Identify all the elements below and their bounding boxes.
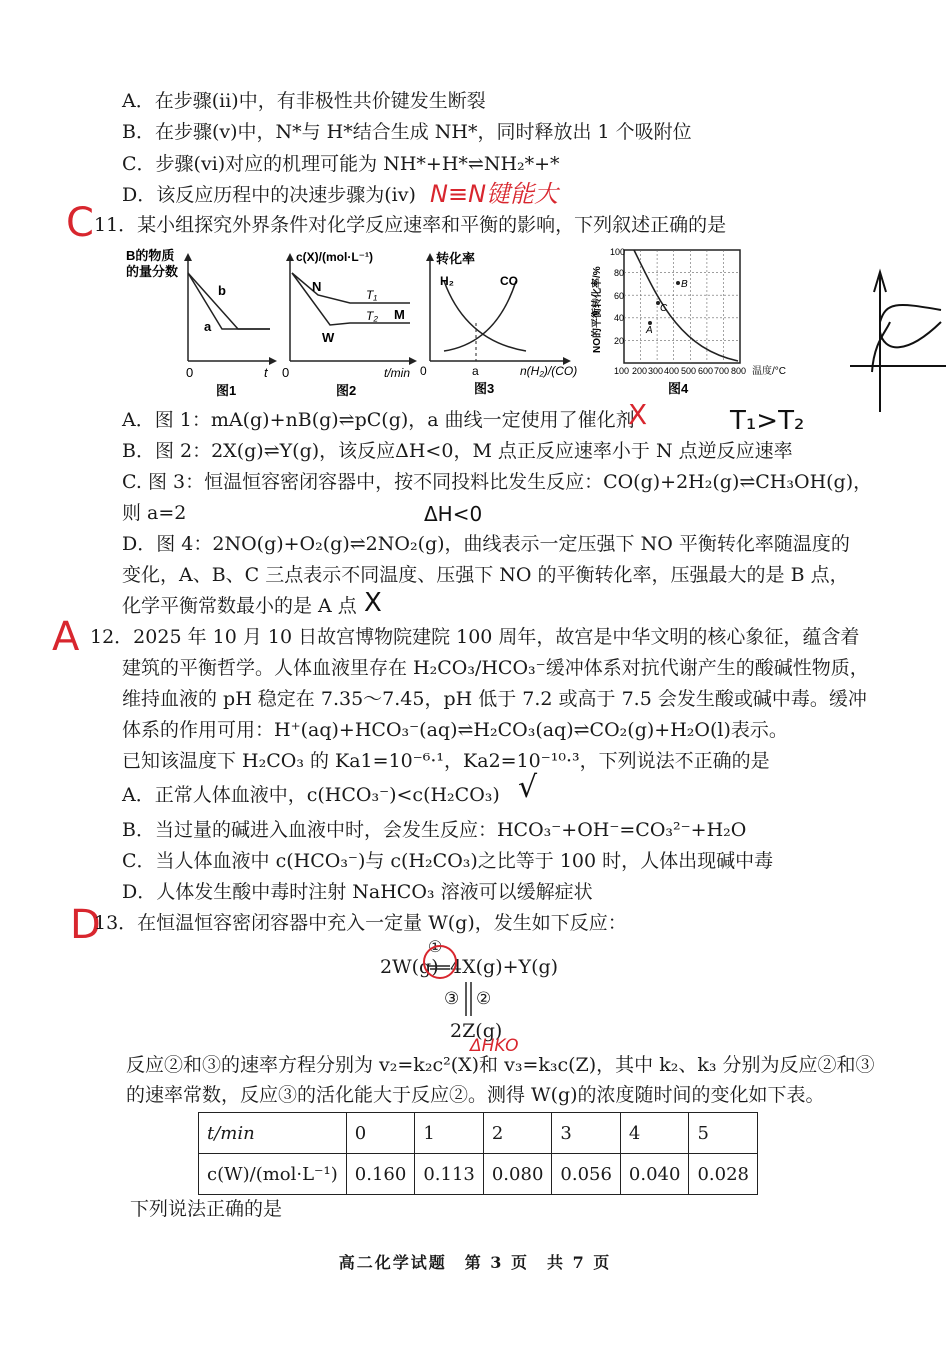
- q11-mark-wrong-a: X: [628, 398, 648, 431]
- q12-handwritten-answer: A: [52, 614, 80, 660]
- q13-eq-left: 2W(g): [380, 956, 439, 978]
- table-cell: 0.056: [552, 1154, 621, 1195]
- table-cell: 0.080: [483, 1154, 552, 1195]
- table-cell: 0.113: [415, 1154, 484, 1195]
- q10-option-b: B．在步骤(ⅴ)中，N*与 H*结合生成 NH*，同时释放出 1 个吸附位: [122, 121, 692, 143]
- q13-vertical-arrows: [462, 978, 476, 1020]
- fig3-ylabel: 转化率: [436, 251, 476, 266]
- fig1-curve-b: b: [218, 283, 226, 298]
- table-header-cell: 1: [415, 1113, 484, 1154]
- fig3-a: a: [472, 364, 479, 378]
- q11-figure-1: [122, 243, 280, 398]
- q11-stem: 11．某小组探究外界条件对化学反应速率和平衡的影响，下列叙述正确的是: [94, 214, 727, 236]
- q13-handwritten-note: ΔHKO: [470, 1036, 519, 1056]
- fig2-t1: T₁: [366, 288, 378, 302]
- table-header-cell: 2: [483, 1113, 552, 1154]
- fig4-xtick-200: 200: [632, 366, 648, 376]
- q11-option-a: A．图 1：mA(g)+nB(g)⇌pC(g)，a 曲线一定使用了催化剂: [122, 409, 635, 431]
- q12-line-3: 维持血液的 pH 稳定在 7.35～7.45，pH 低于 7.2 或高于 7.5 会发生酸或碱中毒。缓冲: [122, 688, 867, 710]
- q10-option-d: D．该反应历程中的决速步骤为(iv): [122, 184, 416, 206]
- table-header-cell: t/min: [199, 1113, 347, 1154]
- table-header-cell: 0: [346, 1113, 415, 1154]
- fig4-caption: 图4: [668, 381, 689, 396]
- fig1-ylabel-2: 的量分数: [126, 264, 179, 279]
- q11-figure-3: [416, 243, 592, 398]
- q13-eq-bottom: 2Z(g): [450, 1020, 503, 1042]
- fig4-xtick-500: 500: [681, 366, 697, 376]
- page-footer: 高二化学试题 第 3 页 共 7 页: [338, 1253, 612, 1272]
- q11-option-c-line1: C. 图 3：恒温恒容密闭容器中，按不同投料比发生反应：CO(g)+2H₂(g)⇌CH₃OH(g)，: [122, 471, 873, 493]
- fig4-xtick-400: 400: [664, 366, 680, 376]
- fig3-origin: 0: [420, 364, 427, 378]
- table-cell: c(W)/(mol·L⁻¹): [199, 1154, 347, 1195]
- fig2-caption: 图2: [336, 383, 357, 398]
- q13-data-table: [198, 1112, 758, 1195]
- q13-circle-2: ②: [476, 989, 492, 1009]
- table-row: [199, 1154, 758, 1195]
- q10-option-a: A．在步骤(ⅱ)中，有非极性共价键发生断裂: [122, 90, 486, 112]
- q11-option-d-line1: D．图 4：2NO(g)+O₂(g)⇌2NO₂(g)，曲线表示一定压强下 NO 平衡转化率随温度的: [122, 533, 850, 555]
- handwritten-sketch-graph: [846, 262, 950, 422]
- q13-eq-right: 4X(g)+Y(g): [450, 956, 559, 978]
- q13-stem: 13．在恒温恒容密闭容器中充入一定量 W(g)，发生如下反应：: [94, 912, 627, 934]
- fig4-xtick-600: 600: [698, 366, 714, 376]
- q12-option-b: B．当过量的碱进入血液中时，会发生反应：HCO₃⁻+OH⁻=CO₃²⁻+H₂O: [122, 819, 747, 841]
- fig2-t2: T₂: [366, 309, 378, 323]
- fig4-xlabel: 温度/°C: [752, 366, 786, 377]
- q12-option-d: D．人体发生酸中毒时注射 NaHCO₃ 溶液可以缓解症状: [122, 881, 593, 903]
- table-cell: 0.028: [689, 1154, 758, 1195]
- q11-option-d-line3: 化学平衡常数最小的是 A 点: [122, 595, 357, 617]
- q12-line-2: 建筑的平衡哲学。人体血液里存在 H₂CO₃/HCO₃⁻缓冲体系对抗代谢产生的酸碱性物质，: [122, 657, 869, 679]
- table-header-cell: 5: [689, 1113, 758, 1154]
- table-header-cell: 4: [620, 1113, 689, 1154]
- fig4-ytick-40: 40: [614, 313, 625, 323]
- fig4-point-c: C: [660, 303, 668, 314]
- fig2-origin: 0: [282, 365, 290, 380]
- fig4-ytick-100: 100: [610, 247, 626, 257]
- q12-option-a: A．正常人体血液中，c(HCO₃⁻)<c(H₂CO₃): [122, 784, 500, 806]
- q10-handwritten-note: N≡N键能大: [430, 180, 559, 208]
- fig1-caption: 图1: [216, 383, 237, 398]
- fig4-ytick-20: 20: [614, 336, 625, 346]
- table-cell: 0.040: [620, 1154, 689, 1195]
- fig3-caption: 图3: [474, 381, 495, 396]
- fig1-ylabel-1: B的物质: [126, 248, 175, 263]
- q13-circle-1: ①: [428, 937, 443, 956]
- q11-option-d-line2: 变化，A、B、C 三点表示不同温度、压强下 NO 的平衡转化率，压强最大的是 B 点，: [122, 564, 849, 586]
- q11-option-b: B．图 2：2X(g)⇌Y(g)，该反应ΔH<0，M 点正反应速率小于 N 点逆反应速率: [122, 440, 793, 462]
- table-row: [199, 1113, 758, 1154]
- fig3-co: CO: [500, 274, 518, 288]
- fig2-point-m: M: [394, 307, 405, 322]
- fig2-ylabel: c(X)/(mol·L⁻¹): [296, 250, 373, 264]
- q13-text-2: 的速率常数，反应③的活化能大于反应②。测得 W(g)的浓度随时间的变化如下表。: [126, 1084, 825, 1106]
- q13-arrows: [420, 937, 460, 990]
- fig1-curve-a: a: [204, 319, 212, 334]
- fig2-xlabel: t/min: [384, 366, 411, 380]
- table-header-cell: 3: [552, 1113, 621, 1154]
- q12-line-5: 已知该温度下 H₂CO₃ 的 Ka1=10⁻⁶·¹，Ka2=10⁻¹⁰·³，下列说法不正确的是: [122, 750, 770, 772]
- fig4-ytick-80: 80: [614, 268, 625, 278]
- fig4-ytick-60: 60: [614, 291, 625, 301]
- fig4-point-b: B: [681, 279, 688, 290]
- q12-option-c: C．当人体血液中 c(HCO₃⁻)与 c(H₂CO₃)之比等于 100 时，人体出现碱中毒: [122, 850, 774, 872]
- q11-handwritten-dh: ΔH<0: [424, 502, 483, 526]
- fig4-xtick-100: 100: [614, 366, 630, 376]
- q10-option-c: C．步骤(ⅵ)对应的机理可能为 NH*+H*⇌NH₂*+*: [122, 153, 560, 175]
- q12-line-1: 12．2025 年 10 月 10 日故宫博物院建院 100 周年，故宫是中华文明的核心象征，蕴含着: [90, 626, 860, 648]
- fig2-point-w: W: [322, 330, 335, 345]
- fig2-point-n: N: [312, 279, 322, 294]
- q13-after-text: 下列说法正确的是: [130, 1198, 283, 1220]
- q11-handwritten-answer: C: [66, 200, 94, 246]
- table-cell: 0.160: [346, 1154, 415, 1195]
- fig3-xlabel: n(H₂)/(CO): [520, 364, 578, 378]
- q11-mark-wrong-d: X: [364, 588, 382, 618]
- q13-circle-3: ③: [444, 989, 460, 1009]
- fig4-xtick-700: 700: [714, 366, 730, 376]
- q12-line-4: 体系的作用可用：H⁺(aq)+HCO₃⁻(aq)⇌H₂CO₃(aq)⇌CO₂(g)+H₂O(l)表示。: [122, 719, 788, 741]
- q11-option-c-line2: 则 a=2: [122, 502, 187, 524]
- fig1-xlabel: t: [264, 365, 268, 380]
- q13-handwritten-answer: D: [70, 902, 101, 948]
- q12-mark-check: √: [518, 770, 538, 805]
- fig4-ylabel: NO的平衡转化率/%: [592, 266, 603, 353]
- q13-text-1: 反应②和③的速率方程分别为 v₂=k₂c²(X)和 v₃=k₃c(Z)，其中 k₂、k₃ 分别为反应②和③: [126, 1054, 875, 1076]
- fig4-xtick-300: 300: [648, 366, 664, 376]
- fig1-origin: 0: [186, 365, 194, 380]
- q11-figure-2: [280, 243, 420, 398]
- fig4-xtick-800: 800: [731, 366, 747, 376]
- q11-figure-4: [590, 243, 800, 398]
- q11-handwritten-temp: T₁>T₂: [730, 406, 805, 436]
- fig3-h2: H₂: [440, 274, 454, 288]
- fig4-point-a: A: [646, 325, 653, 336]
